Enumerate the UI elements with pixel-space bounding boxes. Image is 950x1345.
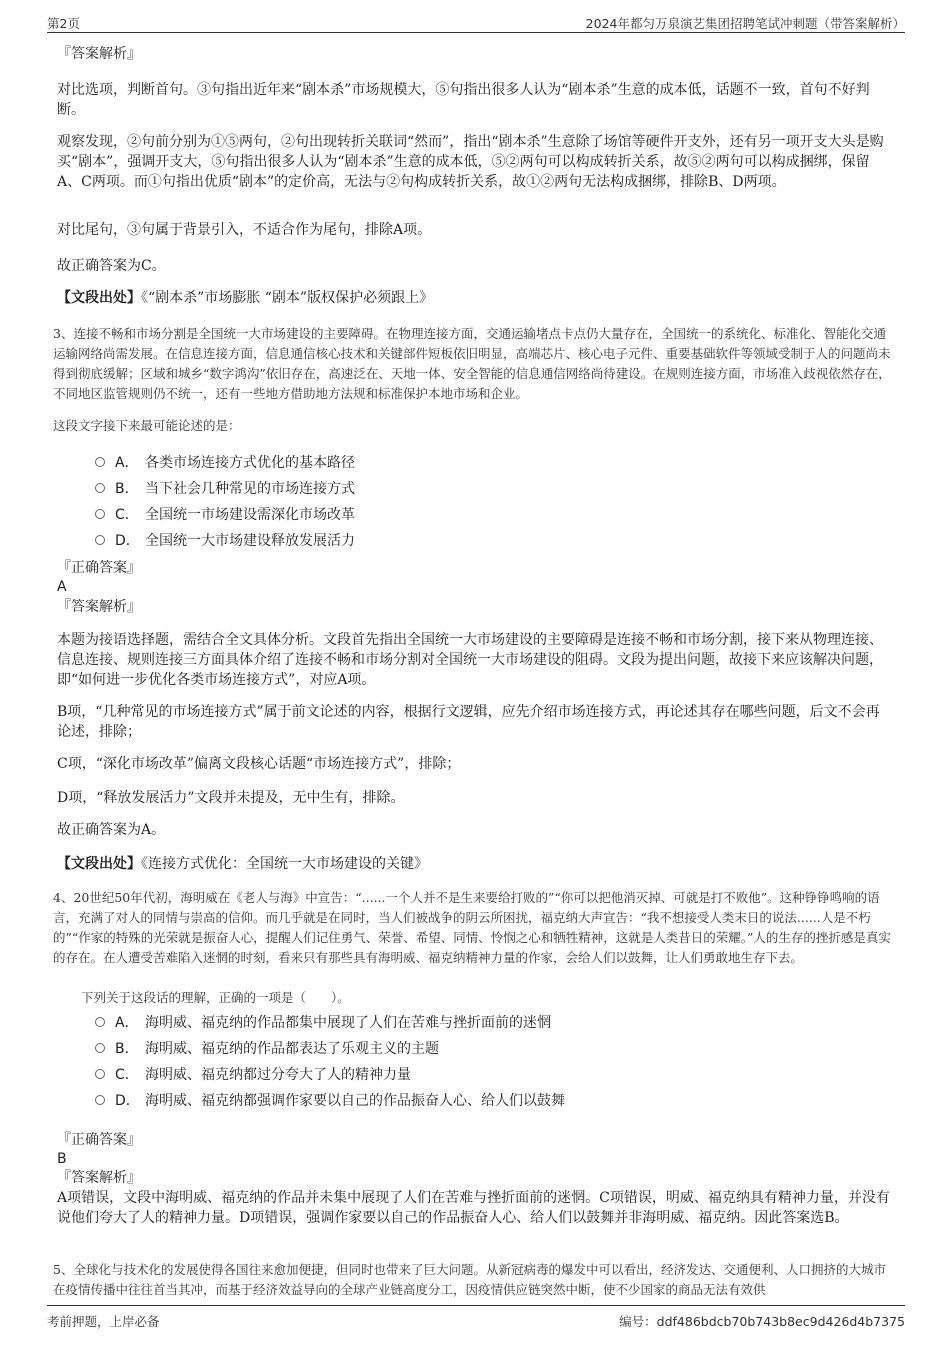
answer-analysis-label: 『答案解析』 <box>57 599 141 615</box>
option-text: 全国统一大市场建设释放发展活力 <box>145 533 355 549</box>
option-d[interactable] <box>57 527 657 553</box>
analysis-paragraph: B项，“几种常见的市场连接方式”属于前文论述的内容，根据行文逻辑，应先介绍市场连接方式，再论述其存在哪些问题，后文不会再论述，排除； <box>57 704 880 740</box>
question-stem: 3、连接不畅和市场分割是全国统一大市场建设的主要障碍。在物理连接方面，交通运输堵点卡点仍大量存在，全国统一的系统化、标准化、智能化交通运输网络尚需发展。在信息连接方面，信息通信核心技术和关键部件短板依旧明显，高端芯片、核心电子元件、重要基础软件等领域受制于人的问题尚未得到彻底缓解；区域和城乡“数字鸿沟”依旧存在，高速泛在、天地一体、安全智能的信息通信网络尚待建设。在规则连接方面，市场准入歧视依然存在，不同地区监管规则仍不统一，还有一些地方借助地方法规和标准保护本地市场和企业。 <box>53 326 891 401</box>
answer-conclusion: 故正确答案为A。 <box>57 822 166 838</box>
option-a[interactable] <box>57 1009 757 1035</box>
answer-analysis-label: 『答案解析』 <box>57 1170 141 1186</box>
radio-icon[interactable] <box>95 457 105 467</box>
question-stem: 5、全球化与技术化的发展使得各国往来愈加便捷，但同时也带来了巨大问题。从新冠病毒的爆发中可以看出，经济发达、交通便利、人口拥挤的大城市在疫情传播中往往首当其冲，而基于经济效益导向的全球产业链高度分工，因疫情供应链突然中断，使不少国家的商品无法有效供 <box>53 1262 886 1297</box>
correct-answer: A <box>57 579 67 595</box>
document-id: 编号：ddf486bdcb70b743b8ec9d426d4b7375 <box>619 1314 905 1329</box>
option-letter: C． <box>115 507 139 523</box>
analysis-paragraph: 对比尾句，③句属于背景引入，不适合作为尾句，排除A项。 <box>57 222 432 238</box>
radio-icon[interactable] <box>95 1043 105 1053</box>
option-letter: A． <box>115 1015 139 1031</box>
options-list <box>57 449 657 553</box>
option-text: 全国统一市场建设需深化市场改革 <box>145 507 355 523</box>
question-prompt: 这段文字接下来最可能论述的是： <box>53 418 241 433</box>
answer-analysis-label: 『答案解析』 <box>57 46 141 62</box>
radio-icon[interactable] <box>95 1095 105 1105</box>
option-text: 当下社会几种常见的市场连接方式 <box>145 481 355 497</box>
option-letter: A． <box>115 455 139 471</box>
option-c[interactable] <box>57 1061 757 1087</box>
analysis-paragraph: D项，“释放发展活力”文段并未提及，无中生有，排除。 <box>57 790 405 806</box>
source-title: 《连接方式优化：全国统一大市场建设的关键》 <box>141 856 428 872</box>
option-letter: B． <box>115 481 139 497</box>
page-footer <box>47 1305 905 1330</box>
option-text: 海明威、福克纳都强调作家要以自己的作品振奋人心、给人们以鼓舞 <box>145 1093 565 1109</box>
radio-icon[interactable] <box>95 509 105 519</box>
option-text: 各类市场连接方式优化的基本路径 <box>145 455 355 471</box>
analysis-paragraph: 对比选项，判断首句。③句指出近年来“剧本杀”市场规模大，⑤句指出很多人认为“剧本杀”生意的成本低，话题不一致，首句不好判断。 <box>57 82 870 118</box>
option-letter: D． <box>115 533 140 549</box>
option-d[interactable] <box>57 1087 757 1113</box>
source-label: 【文段出处】 <box>57 290 141 306</box>
radio-icon[interactable] <box>95 483 105 493</box>
option-b[interactable] <box>57 475 657 501</box>
options-list <box>57 1009 757 1113</box>
analysis-paragraph: 观察发现，②句前分别为①⑤两句，②句出现转折关联词“然而”，指出“剧本杀”生意除了场馆等硬件开支外，还有另一项开支大头是购买“剧本”，强调开支大，⑤句指出很多人认为“剧本杀”生意的成本低，⑤②两句可以构成转折关系，故⑤②两句可以构成捆绑，保留A、C两项。而①句指出优质“剧本”的定价高，无法与②句构成转折关系，故①②两句无法构成捆绑，排除B、D两项。 <box>57 134 884 190</box>
option-text: 海明威、福克纳的作品都表达了乐观主义的主题 <box>145 1041 439 1057</box>
correct-answer: B <box>57 1151 67 1167</box>
page-header <box>47 14 905 33</box>
radio-icon[interactable] <box>95 535 105 545</box>
question-prompt: 下列关于这段话的理解，正确的一项是（ ）。 <box>81 990 350 1005</box>
answer-conclusion: 故正确答案为C。 <box>57 258 166 274</box>
document-title: 2024年都匀万泉演艺集团招聘笔试冲刺题（带答案解析） <box>585 16 905 31</box>
analysis-paragraph: C项，“深化市场改革”偏离文段核心话题“市场连接方式”，排除； <box>57 756 461 772</box>
radio-icon[interactable] <box>95 1017 105 1027</box>
source-line <box>57 854 893 874</box>
correct-answer-label: 『正确答案』 <box>57 560 141 576</box>
correct-answer-label: 『正确答案』 <box>57 1132 141 1148</box>
source-label: 【文段出处】 <box>57 856 141 872</box>
option-letter: C． <box>115 1067 139 1083</box>
analysis-paragraph: A项错误，文段中海明威、福克纳的作品并未集中展现了人们在苦难与挫折面前的迷惘。C项错误，明威、福克纳具有精神力量，并没有说他们夸大了人的精神力量。D项错误，强调作家要以自己的作品振奋人心、给人们以鼓舞并非海明威、福克纳。因此答案选B。 <box>57 1190 890 1226</box>
source-title: 《“剧本杀”市场膨胀 “剧本”版权保护必须跟上》 <box>141 290 434 306</box>
source-line <box>57 288 893 308</box>
page-number: 第2页 <box>47 16 80 31</box>
option-text: 海明威、福克纳的作品都集中展现了人们在苦难与挫折面前的迷惘 <box>145 1015 551 1031</box>
radio-icon[interactable] <box>95 1069 105 1079</box>
analysis-paragraph: 本题为接语选择题，需结合全文具体分析。文段首先指出全国统一大市场建设的主要障碍是连接不畅和市场分割，接下来从物理连接、信息连接、规则连接三方面具体介绍了连接不畅和市场分割对全国统一大市场建设的阻碍。文段为提出问题，故接下来应该解决问题，即“如何进一步优化各类市场连接方式”，对应A项。 <box>57 632 883 688</box>
option-text: 海明威、福克纳都过分夸大了人的精神力量 <box>145 1067 411 1083</box>
option-b[interactable] <box>57 1035 757 1061</box>
option-letter: B． <box>115 1041 139 1057</box>
footer-slogan: 考前押题，上岸必备 <box>47 1314 160 1329</box>
option-letter: D． <box>115 1093 140 1109</box>
question-stem: 4、20世纪50年代初，海明威在《老人与海》中宣告：“......一个人并不是生来要给打败的”“你可以把他消灭掉、可就是打不败他”。这种铮铮鸣响的语言，充满了对人的同情与崇高的信仰。而几乎就是在同时，当人们被战争的阴云所困扰，福克纳大声宣告：“我不想接受人类末日的说法......人是不朽的”“作家的特殊的光荣就是振奋人心，提醒人们记住勇气、荣誉、希望、同情、怜悯之心和牺牲精神，这就是人类昔日的荣耀。”人的生存的挫折感是真实的存在。在人遭受苦难陷入迷惘的时刻，看来只有那些具有海明威、福克纳精神力量的作家，会给人们以鼓舞，让人们勇敢地生存下去。 <box>53 890 891 965</box>
option-a[interactable] <box>57 449 657 475</box>
option-c[interactable] <box>57 501 657 527</box>
